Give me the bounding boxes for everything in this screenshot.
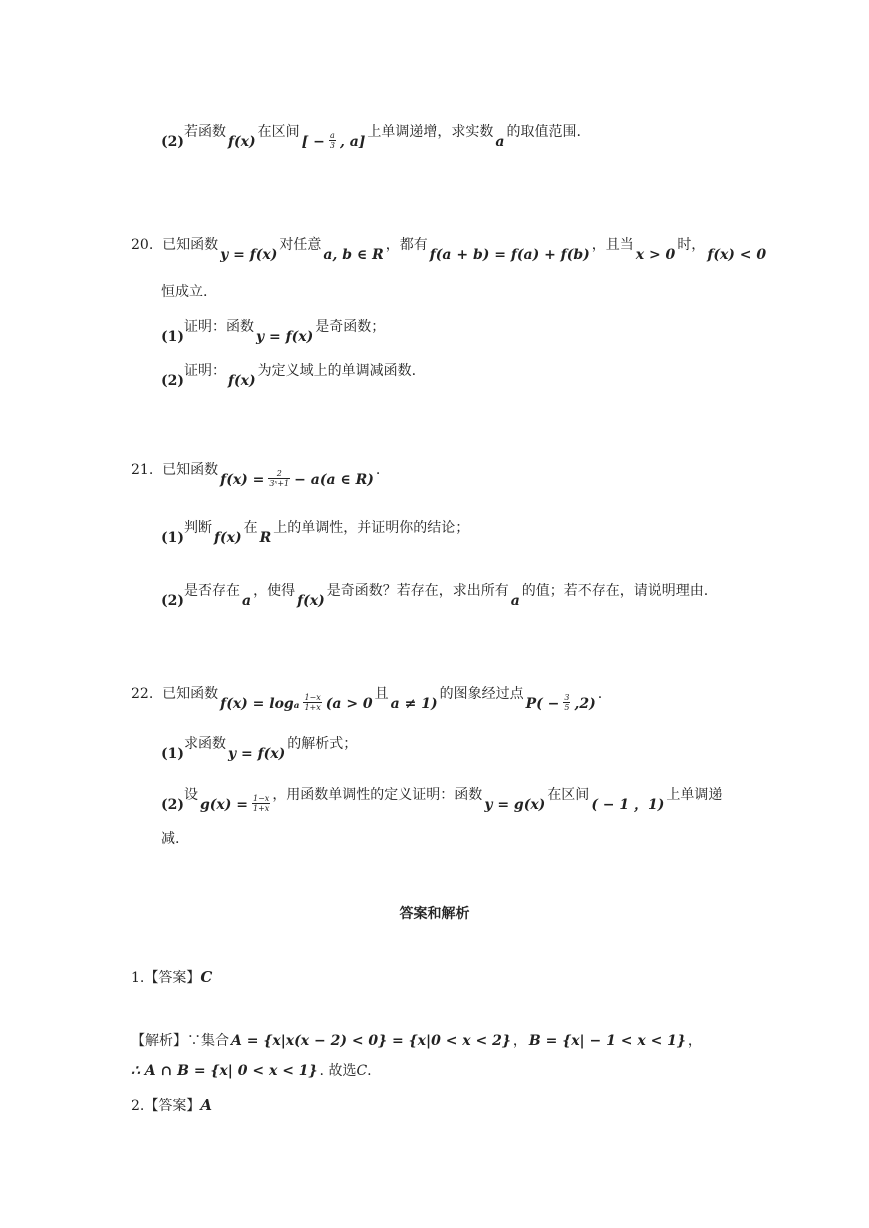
text: C	[356, 1063, 368, 1079]
fraction	[252, 794, 270, 813]
math: P( −	[525, 696, 560, 712]
text: ，都有	[385, 237, 428, 253]
math: ( − 1 ，1)	[591, 797, 665, 813]
frac-num: 3	[564, 692, 570, 702]
text: ，	[687, 1033, 702, 1049]
answer-2	[131, 1094, 212, 1117]
fraction	[329, 131, 336, 150]
text: 上单调递增，求实数	[367, 124, 494, 140]
part-label: (2)	[161, 373, 184, 389]
text: 时，	[677, 237, 706, 253]
explanation-label: 【解析】	[131, 1033, 187, 1049]
part-label: (2)	[161, 797, 184, 813]
text: 已知函数	[162, 686, 219, 702]
frac-den: 1+x	[253, 803, 270, 813]
text: 证明：	[184, 363, 226, 379]
math: x > 0	[635, 247, 676, 263]
q20-part1	[161, 319, 386, 345]
text: .	[375, 462, 381, 478]
text: 的值；若不存在，请说明理由.	[521, 583, 709, 599]
math: f(a + b) = f(a) + f(b)	[429, 247, 590, 263]
math: ,2)	[574, 696, 596, 712]
math: y = f(x)	[220, 247, 278, 263]
text: 恒成立.	[161, 284, 208, 300]
part-label: (1)	[161, 530, 184, 546]
text: 的图象经过点	[439, 686, 524, 702]
q22-part1	[161, 736, 358, 762]
q19-part2	[161, 124, 581, 150]
text: 的取值范围.	[506, 124, 581, 140]
text: 已知函数	[162, 462, 219, 478]
text: 上的单调性，并证明你的结论；	[273, 520, 470, 536]
question-number: 22.	[131, 686, 154, 702]
q20-stem	[131, 237, 768, 263]
frac-num: 1−x	[304, 692, 321, 702]
frac-den: 3ˣ+1	[269, 478, 290, 488]
text: 证明：函数	[184, 319, 254, 335]
part-label: (1)	[161, 329, 184, 345]
text: 是奇函数；	[315, 319, 386, 335]
math: a	[510, 593, 520, 609]
answer-value: A	[200, 1096, 212, 1114]
text: 上单调递	[666, 787, 723, 803]
q21-part1	[161, 520, 470, 546]
question-number: 20.	[131, 237, 154, 253]
text: 且	[374, 686, 389, 702]
text: . 故选	[319, 1063, 357, 1079]
answer-number: 2.	[131, 1098, 145, 1114]
math: ∴ A ∩ B = {x| 0 < x < 1}	[131, 1063, 318, 1079]
math: − a(a ∈ R)	[294, 472, 374, 488]
frac-num: a	[330, 130, 335, 140]
text: 已知函数	[162, 237, 219, 253]
q21-stem	[131, 462, 381, 488]
math: y = f(x)	[228, 746, 286, 762]
math: a	[242, 593, 252, 609]
q22-stem	[131, 686, 603, 712]
math: R	[259, 530, 272, 546]
text: ，使得	[253, 583, 296, 599]
math: f(x)	[214, 530, 242, 546]
text: .	[597, 686, 603, 702]
q20-part2	[161, 363, 417, 389]
frac-num: 2	[268, 469, 290, 479]
q22-part2	[161, 787, 723, 813]
text: 是否存在	[184, 583, 240, 599]
fraction	[303, 693, 321, 712]
part-label: (2)	[161, 134, 184, 150]
answer-1-explanation-cont	[131, 1060, 372, 1082]
text: 求函数	[184, 736, 226, 752]
math: f(x)	[228, 134, 256, 150]
text: ∵集合	[187, 1033, 229, 1049]
math: B = {x| − 1 < x < 1}	[528, 1033, 686, 1049]
text: 对任意	[279, 237, 322, 253]
frac-den: 5	[564, 702, 570, 712]
answer-label: 【答案】	[144, 1098, 201, 1114]
q20-stem-cont	[161, 281, 207, 303]
math: f(x)	[297, 593, 325, 609]
math: , a]	[339, 134, 366, 150]
text: 是奇函数？若存在，求出所有	[326, 583, 509, 599]
text: ，	[512, 1033, 527, 1049]
math: a	[495, 134, 505, 150]
fraction	[563, 693, 570, 712]
q21-part2	[161, 583, 709, 609]
part-label: (2)	[161, 593, 184, 609]
text: 若函数	[184, 124, 226, 140]
answer-1-explanation	[131, 1030, 702, 1052]
text: 在	[243, 520, 258, 536]
answer-number: 1.	[131, 970, 145, 986]
math: f(x) < 0	[707, 247, 767, 263]
math: A = {x|x(x − 2) < 0} = {x|0 < x < 2}	[231, 1033, 511, 1049]
answer-value: C	[200, 968, 213, 986]
frac-num: 1−x	[253, 793, 270, 803]
math: y = g(x)	[484, 797, 546, 813]
text: .	[367, 1063, 372, 1079]
math: a ≠ 1)	[390, 696, 438, 712]
text: 设	[184, 787, 198, 803]
text: 在区间	[257, 124, 300, 140]
part-label: (1)	[161, 746, 184, 762]
question-number: 21.	[131, 462, 154, 478]
text: 判断	[184, 520, 212, 536]
text: 为定义域上的单调减函数.	[257, 363, 417, 379]
math: f(x) =	[220, 472, 265, 488]
fraction	[268, 469, 290, 488]
answers-heading: 答案和解析	[399, 906, 470, 922]
math: (a > 0	[325, 696, 373, 712]
math: y = f(x)	[256, 329, 314, 345]
text: 的解析式；	[287, 736, 358, 752]
answer-1	[131, 966, 212, 989]
text: ，且当	[591, 237, 634, 253]
math: [ −	[301, 134, 325, 150]
text: 减.	[161, 831, 180, 847]
text: 在区间	[547, 787, 590, 803]
math: a, b ∈ R	[323, 247, 384, 263]
math: f(x) = logₐ	[220, 696, 300, 712]
text: ，用函数单调性的定义证明：函数	[272, 787, 483, 803]
q22-part2-cont	[161, 828, 179, 850]
frac-den: 1+x	[304, 702, 321, 712]
frac-den: 3	[329, 140, 335, 150]
math: g(x) =	[200, 797, 248, 813]
answer-label: 【答案】	[144, 970, 201, 986]
math: f(x)	[228, 373, 256, 389]
